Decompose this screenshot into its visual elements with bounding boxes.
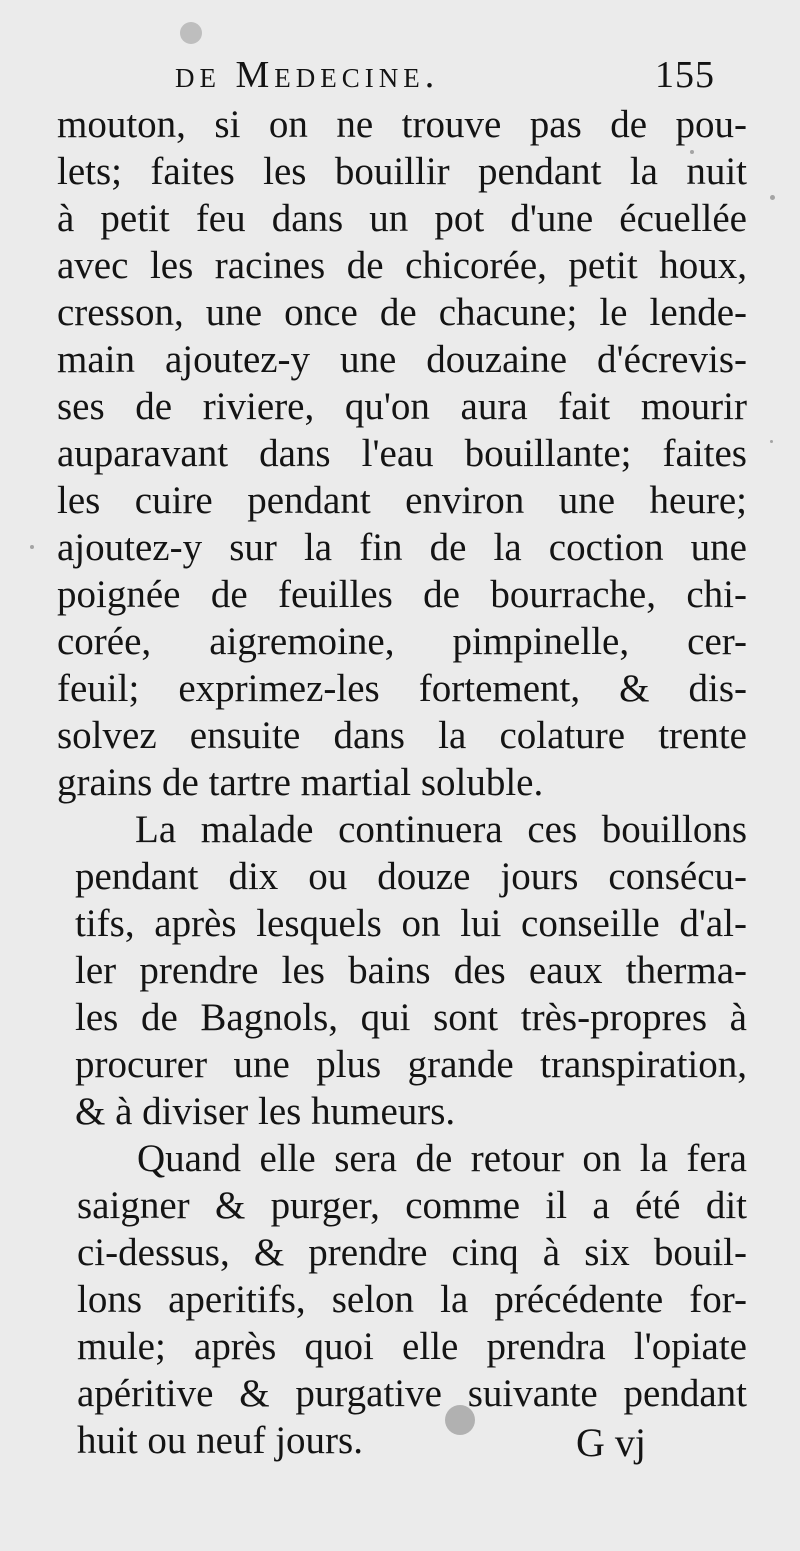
text-line: ajoutez-y sur la fin de la coction une (57, 526, 747, 569)
text-line: procurer une plus grande transpiration, (75, 1043, 747, 1086)
text-line: saigner & purger, comme il a été dit (77, 1184, 747, 1227)
paragraph-1 (57, 101, 747, 806)
text-line: feuil; exprimez-les fortement, & dis- (57, 667, 747, 710)
paper-speck (30, 545, 34, 549)
running-head (175, 50, 735, 100)
text-line: pendant dix ou douze jours consécu- (75, 855, 747, 898)
text-line: lons aperitifs, selon la précédente for- (77, 1278, 747, 1321)
text-line: main ajoutez-y une douzaine d'écrevis- (57, 338, 747, 381)
text-line: auparavant dans l'eau bouillante; faites (57, 432, 747, 475)
paragraph-3 (77, 1135, 747, 1464)
text-line: huit ou neuf jours. (77, 1419, 363, 1462)
text-line: avec les racines de chicorée, petit houx, (57, 244, 747, 287)
paper-speck (180, 22, 202, 44)
text-line: mule; après quoi elle prendra l'opiate (77, 1325, 747, 1368)
paragraph-2 (75, 806, 747, 1135)
signature-mark: G vj (576, 1420, 646, 1465)
text-line: corée, aigremoine, pimpinelle, cer- (57, 620, 747, 663)
running-title: de Medecine. (175, 54, 440, 96)
text-line: Quand elle sera de retour on la fera (137, 1137, 747, 1180)
text-line: les cuire pendant environ une heure; (57, 479, 747, 522)
text-line: tifs, après lesquels on lui conseille d'al- (75, 902, 747, 945)
paper-speck (770, 440, 773, 443)
text-line: grains de tartre martial soluble. (57, 761, 544, 804)
text-line: & à diviser les humeurs. (75, 1090, 456, 1133)
text-line: cresson, une once de chacune; le lende- (57, 291, 747, 334)
text-line: les de Bagnols, qui sont très-propres à (75, 996, 747, 1039)
text-line: mouton, si on ne trouve pas de pou- (57, 103, 747, 146)
text-line: à petit feu dans un pot d'une écuellée (57, 197, 747, 240)
text-line: ses de riviere, qu'on aura fait mourir (57, 385, 747, 428)
text-line: ler prendre les bains des eaux therma- (75, 949, 747, 992)
text-line: poignée de feuilles de bourrache, chi- (57, 573, 747, 616)
page-number: 155 (655, 54, 715, 96)
paper-speck (770, 195, 775, 200)
text-line: La malade continuera ces bouillons (135, 808, 747, 851)
body-text (57, 101, 747, 1464)
text-line: ci-dessus, & prendre cinq à six bouil- (77, 1231, 747, 1274)
text-line: apéritive & purgative suivante pendant (77, 1372, 747, 1415)
text-line: lets; faites les bouillir pendant la nuit (57, 150, 747, 193)
text-line: solvez ensuite dans la colature trente (57, 714, 747, 757)
